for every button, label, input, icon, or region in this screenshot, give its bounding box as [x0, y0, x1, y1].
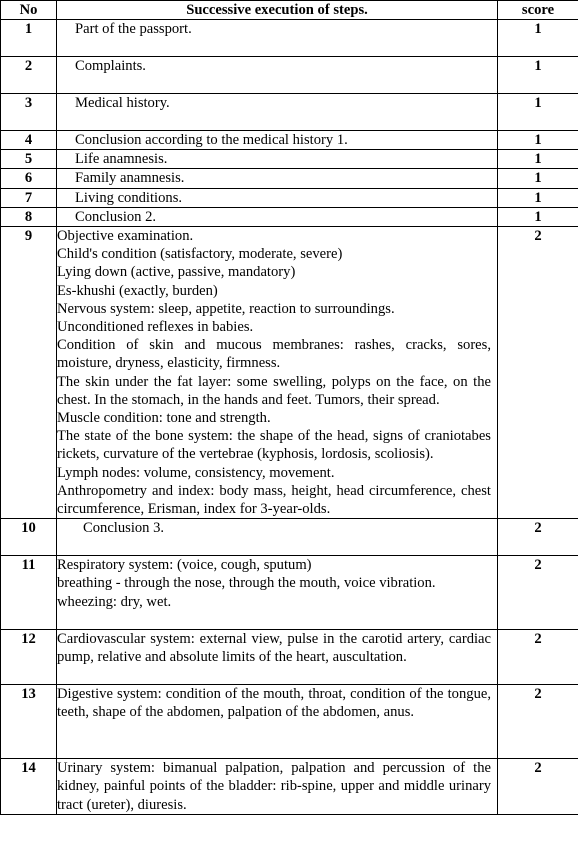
score-cell: 1 — [498, 207, 578, 226]
step-line: Condition of skin and mucous membranes: rashes, cracks, sores, moisture, dryness, elasticity, firmness. — [57, 337, 491, 372]
score-cell: 2 — [498, 759, 578, 815]
step-line: wheezing: dry, wet. — [57, 593, 172, 610]
step-line: Muscle condition: tone and strength. — [57, 410, 271, 427]
table-row — [1, 630, 578, 685]
row-number: 11 — [1, 556, 57, 630]
score-cell: 1 — [498, 131, 578, 150]
row-number: 3 — [1, 94, 57, 131]
step-line: Lying down (active, passive, mandatory) — [57, 264, 296, 281]
step-line: Respiratory system: (voice, cough, sputum) — [57, 557, 312, 574]
table-row — [1, 188, 578, 207]
row-number: 9 — [1, 227, 57, 519]
step-cell — [57, 150, 498, 169]
step-line: breathing - through the nose, through the mouth, voice vibration. — [57, 575, 436, 592]
header-step: Successive execution of steps. — [57, 1, 498, 20]
row-number: 14 — [1, 759, 57, 815]
row-number: 13 — [1, 685, 57, 759]
table-row — [1, 169, 578, 188]
header-score: score — [498, 1, 578, 20]
score-cell: 1 — [498, 20, 578, 57]
table-row — [1, 20, 578, 57]
table-row — [1, 685, 578, 759]
score-cell: 2 — [498, 556, 578, 630]
score-cell: 1 — [498, 150, 578, 169]
step-line: Family anamnesis. — [75, 170, 185, 187]
step-cell — [57, 57, 498, 94]
score-cell: 2 — [498, 685, 578, 759]
table-row — [1, 519, 578, 556]
score-cell: 1 — [498, 188, 578, 207]
row-number: 5 — [1, 150, 57, 169]
step-line: Anthropometry and index: body mass, height, head circumference, chest circumference, Erisman, index for 3-year-olds. — [57, 482, 491, 518]
score-cell: 2 — [498, 519, 578, 556]
score-cell: 2 — [498, 227, 578, 519]
row-number: 12 — [1, 630, 57, 685]
step-cell — [57, 94, 498, 131]
step-line: Part of the passport. — [75, 21, 192, 37]
step-line: Unconditioned reflexes in babies. — [57, 319, 254, 336]
table-row — [1, 57, 578, 94]
row-number: 6 — [1, 169, 57, 188]
step-cell — [57, 685, 498, 759]
step-line: Conclusion according to the medical history 1. — [75, 132, 348, 148]
score-cell: 1 — [498, 57, 578, 94]
table-row — [1, 556, 578, 630]
step-line: Child's condition (satisfactory, moderate, severe) — [57, 246, 343, 263]
step-line: Cardiovascular system: external view, pulse in the carotid artery, cardiac pump, relative and absolute limits of the heart, auscultation. — [57, 631, 491, 666]
score-cell: 1 — [498, 169, 578, 188]
row-number: 7 — [1, 188, 57, 207]
table-row — [1, 131, 578, 150]
step-cell — [57, 20, 498, 57]
step-line: Es-khushi (exactly, burden) — [57, 282, 218, 299]
table-row — [1, 207, 578, 226]
step-line: Objective examination. — [57, 228, 194, 245]
step-line: Conclusion 3. — [83, 520, 165, 537]
step-line: Lymph nodes: volume, consistency, movement. — [57, 464, 335, 481]
step-cell — [57, 759, 498, 815]
row-number: 8 — [1, 207, 57, 226]
step-line: The skin under the fat layer: some swelling, polyps on the face, on the chest. In the stomach, in the hands and feet. Tumors, their spread. — [57, 373, 491, 408]
table-row — [1, 150, 578, 169]
header-row — [1, 1, 578, 20]
step-line: The state of the bone system: the shape of the head, signs of craniotabes rickets, curvature of the vertebrae (kyphosis, lordosis, scoliosis). — [57, 428, 491, 463]
step-cell — [57, 169, 498, 188]
step-line: Living conditions. — [75, 189, 183, 206]
step-cell — [57, 207, 498, 226]
table-row — [1, 759, 578, 815]
step-line: Complaints. — [75, 58, 146, 74]
step-cell — [57, 188, 498, 207]
step-line: Nervous system: sleep, appetite, reaction to surroundings. — [57, 300, 395, 317]
step-line: Medical history. — [75, 95, 170, 111]
row-number: 10 — [1, 519, 57, 556]
header-no: No — [1, 1, 57, 20]
step-line: Conclusion 2. — [75, 208, 157, 225]
row-number: 4 — [1, 131, 57, 150]
step-line: Urinary system: bimanual palpation, palpation and percussion of the kidney, painful points of the bladder: rib-spine, upper and middle urinary tract (ureter), diuresis. — [57, 760, 491, 813]
table-row — [1, 94, 578, 131]
step-cell — [57, 519, 498, 556]
step-cell — [57, 556, 498, 630]
score-cell: 2 — [498, 630, 578, 685]
step-cell — [57, 227, 498, 519]
step-line: Life anamnesis. — [75, 151, 168, 168]
step-cell — [57, 131, 498, 150]
row-number: 2 — [1, 57, 57, 94]
table-row — [1, 227, 578, 519]
step-line: Digestive system: condition of the mouth, throat, condition of the tongue, teeth, shape of the abdomen, palpation of the abdomen, anus. — [57, 686, 491, 721]
score-cell: 1 — [498, 94, 578, 131]
row-number: 1 — [1, 20, 57, 57]
step-cell — [57, 630, 498, 685]
